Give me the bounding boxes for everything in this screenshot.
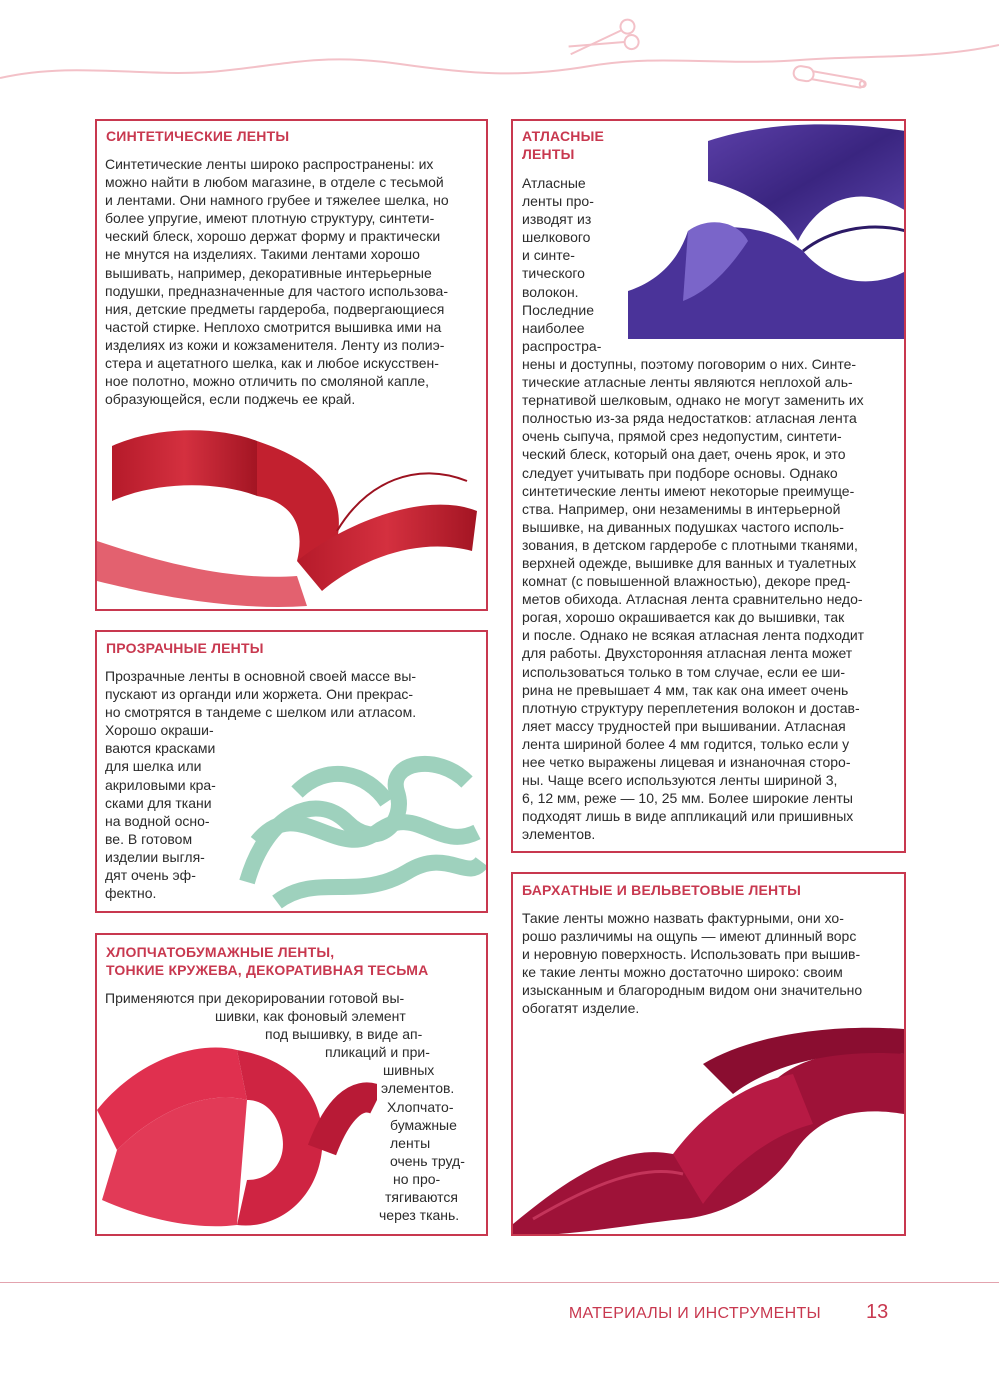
footer-divider bbox=[0, 1282, 999, 1283]
satin-ribbons-title: АТЛАСНЫЕ ЛЕНТЫ bbox=[522, 128, 605, 162]
synthetic-ribbons-text: Синтетические ленты широко распространены: их можно найти в любом магазине, в отделе с тесьмой и лентами. Они намного грубее и тяжелее шелка, но более упругие, имеют плотную структуру, синтети- ческий блеск, хорошо держат форму и практически не мнутся на изделиях. Такими лентами хорошо вышивать, например, декоративные интерьерные подушки, предназначенные для частого использова- ния, детские предметы гардероба, подвергающиеся частой стирке. Неплохо смотрится вышивка ими на изделиях из кожи и кожзаменителя. Ленту из полиэ- стера и ацетатного шелка, как и любое искусствен- ное полотно, можно отличить по смоляной капле, образующейся, если поджечь ее край. bbox=[105, 156, 449, 408]
velvet-ribbons-text: Такие ленты можно назвать фактурными, они хо- рошо различимы на ощупь — имеют длинный ворс и неровную поверхность. Использовать при вышив- ке такие ленты можно достаточно широко: своим изысканным и благородным видом они значительно обогатят изделие. bbox=[522, 910, 863, 1017]
satin-ribbons-text: Атласные ленты про- изводят из шелкового и синте- тического волокон. Последние наиболее распростра- нены и доступны, поэтому поговорим о них. Синте- тические атласные ленты являются неплохой аль- тернативой шелковым, однако не могут заменить их полностью из-за ряда недостатков: атласная лента очень сыпуча, прямой срез недопустим, синтети- ческий блеск, который она дает, очень ярок, и это следует учитывать при подборе основы. Однако синтетические ленты имеют некоторые преимуще- ства. Например, они незаменимы в интерьерной вышивке, на диванных подушках частого исполь- зования, в детском гардеробе с плотными тканями, верхней одежде, вышивке для ванных и туалетных комнат (с повышенной влажностью), декоре пред- метов обихода. Атласная лента сравнительно недо- рогая, хорошо окрашивается как до вышивки, так и после. Однако не всякая атласная лента подходит для работы. Двухсторонняя атласная лента может использоваться только в том случае, если ее ши- рина не превышает 4 мм, так как она имеет очень плотную структуру переплетения волокон и достав- ляет массу трудностей при вышивании. Атласная лента шириной более 4 мм годится, только если у нее четко выражены лицевая и изнаночная сторо- ны. Чаще всего используются ленты шириной 3, 6, 12 мм, реже — 10, 25 мм. Более широкие ленты подходят лишь в виде аппликаций или пришивных элементов. bbox=[522, 175, 865, 843]
cotton-ribbons-text: Применяются при декорировании готовой вы- шивки, как фоновый элемент под вышивку, в виде ап- пликаций и при- шивных элементов. Хлопчато- бумажные ленты очень труд- но про- тягиваются через ткань. bbox=[105, 990, 465, 1224]
footer-section-title: МАТЕРИАЛЫ И ИНСТРУМЕНТЫ bbox=[568, 1305, 821, 1322]
scissors-icon bbox=[566, 18, 640, 65]
cotton-ribbons-title: ХЛОПЧАТОБУМАЖНЫЕ ЛЕНТЫ, ТОНКИЕ КРУЖЕВА, ДЕКОРАТИВНАЯ ТЕСЬМА bbox=[106, 944, 429, 978]
burgundy-velvet-ribbon-image bbox=[513, 1024, 904, 1236]
red-grosgrain-ribbon-image bbox=[97, 421, 486, 611]
header-decoration bbox=[0, 0, 999, 110]
velvet-ribbons-title: БАРХАТНЫЕ И ВЕЛЬВЕТОВЫЕ ЛЕНТЫ bbox=[522, 882, 801, 898]
transparent-ribbons-title: ПРОЗРАЧНЫЕ ЛЕНТЫ bbox=[106, 640, 264, 656]
synthetic-ribbons-title: СИНТЕТИЧЕСКИЕ ЛЕНТЫ bbox=[106, 128, 290, 144]
transparent-ribbons-text: Прозрачные ленты в основной своей массе вы- пускают из органди или жоржета. Они прекрас- но смотрятся в тандеме с шелком или атласом. Хорошо окраши- ваются красками для шелка или акриловыми кра- сками для ткани на водной осно- ве. В готовом изделии выгля- дят очень эф- фектно. bbox=[105, 668, 417, 902]
page-number: 13 bbox=[866, 1301, 889, 1323]
safety-pin-icon bbox=[793, 65, 867, 91]
